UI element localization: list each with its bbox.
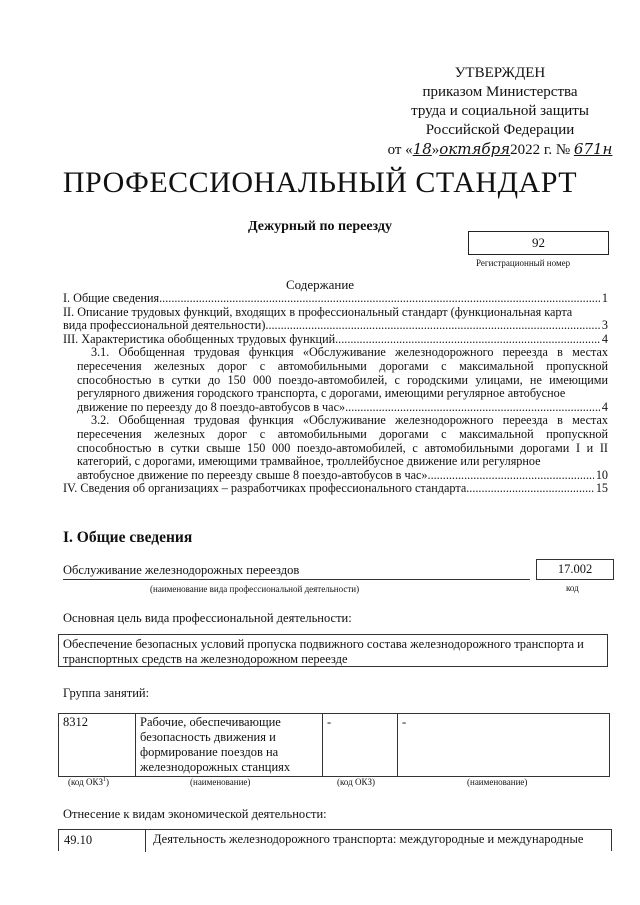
activity-caption: (наименование вида профессиональной деятельности) bbox=[150, 584, 360, 594]
okz-caption: (код ОКЗ) bbox=[337, 777, 375, 787]
section-heading: I. Общие сведения bbox=[63, 529, 193, 546]
approval-title: УТВЕРЖДЕН bbox=[454, 65, 546, 81]
handwritten-number: 671н bbox=[573, 140, 613, 158]
code-caption: код bbox=[566, 583, 579, 593]
toc-item-continuation[interactable]: вида профессиональной деятельности) ..... 3 bbox=[63, 319, 608, 333]
approval-line: приказом Министерства bbox=[422, 84, 578, 100]
approval-line: Российской Федерации bbox=[425, 122, 575, 138]
approval-block bbox=[380, 64, 620, 160]
okz-name-cell: Рабочие, обеспечивающие безопасность движения и формирование поездов на железнодорожных станциях bbox=[136, 714, 323, 777]
okz-caption: (наименование) bbox=[467, 777, 528, 787]
divider bbox=[145, 830, 146, 852]
okz-code-cell: 8312 bbox=[59, 714, 136, 777]
document-subtitle: Дежурный по переезду bbox=[247, 219, 393, 234]
table-row bbox=[59, 714, 610, 777]
okved-code: 49.10 bbox=[64, 833, 93, 847]
toc-item[interactable]: I. Общие сведения ..... 1 bbox=[63, 292, 608, 306]
registration-number-box: 92 bbox=[468, 231, 609, 255]
okved-row bbox=[58, 829, 612, 851]
okz-code-cell: - bbox=[323, 714, 398, 777]
document-title: ПРОФЕССИОНАЛЬНЫЙ СТАНДАРТ bbox=[62, 166, 578, 199]
contents-heading: Содержание bbox=[285, 277, 355, 292]
activity-name: Обслуживание железнодорожных переездов bbox=[63, 563, 300, 577]
goal-label: Основная цель вида профессиональной деятельности: bbox=[63, 611, 352, 625]
handwritten-month: октября bbox=[439, 140, 511, 158]
toc-item[interactable]: III. Характеристика обобщенных трудовых функций ..... 4 bbox=[63, 333, 608, 347]
okz-caption: (наименование) bbox=[190, 777, 251, 787]
okz-name-cell: - bbox=[398, 714, 610, 777]
group-label: Группа занятий: bbox=[63, 686, 150, 700]
divider bbox=[63, 579, 530, 580]
toc-item[interactable]: II. Описание трудовых функций, входящих в профессиональный стандарт (функциональная карта bbox=[63, 304, 573, 319]
toc-subitem[interactable]: 3.1. Обобщенная трудовая функция «Обслуживание железнодорожного переезда в местах пересечения железных дорог с автомобильными дорогами с максимальной пропускной способностью в сутки до 150 000 поездо-автомобилей, с городскими улицами, не имеющими регулярного движения городского транспорта, с дорогами, имеющими регулярное автобусное движение по переезду до 8 поездо-автобусов в час» ..... 4 bbox=[63, 346, 608, 414]
okved-name: Деятельность железнодорожного транспорта: междугородные и международные bbox=[153, 832, 584, 846]
okved-label: Отнесение к видам экономической деятельности: bbox=[63, 807, 327, 821]
toc-subitem[interactable]: 3.2. Обобщенная трудовая функция «Обслуживание железнодорожного переезда в местах пересечения железных дорог с автомобильными дорогами с максимальной пропускной способностью в сутки свыше 150 000 поездо-автомобилей, с автомобильными дорогами I и II категорий, с дорогами, имеющими трамвайное, троллейбусное движение или регулярное автобусное движение по переезду свыше 8 поездо-автобусов в час» ..... 10 bbox=[63, 414, 608, 482]
registration-number-label: Регистрационный номер bbox=[476, 258, 571, 268]
table-of-contents bbox=[63, 292, 608, 496]
activity-code-box: 17.002 bbox=[536, 559, 614, 580]
goal-text-box: Обеспечение безопасных условий пропуска подвижного состава железнодорожного транспорта и транспортных средств на железнодорожном переезде bbox=[58, 634, 608, 667]
okz-caption: (код ОКЗ$^1$) bbox=[68, 777, 109, 787]
approval-line: труда и социальной защиты bbox=[411, 103, 589, 119]
handwritten-day: 18 bbox=[412, 140, 432, 158]
okz-table bbox=[58, 713, 610, 777]
toc-item[interactable]: IV. Сведения об организациях – разработчиках профессионального стандарта ..... 15 bbox=[63, 482, 608, 496]
approval-date: от «18»октября2022 г. № 671н bbox=[387, 140, 613, 158]
